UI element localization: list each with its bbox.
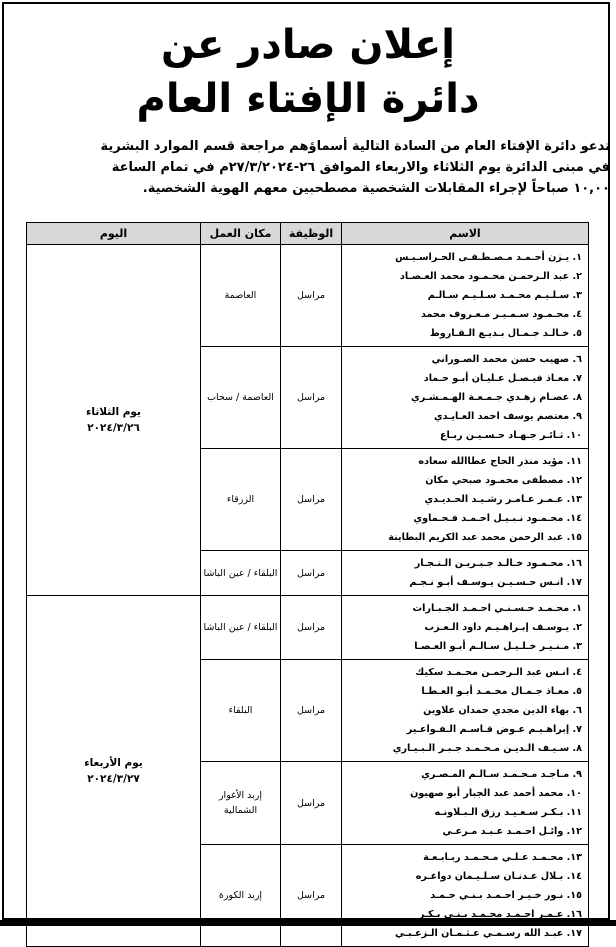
day-cell-wednesday (27, 596, 201, 947)
name-entry: ١٢. وائـل احـمـد عـبـد مـرعـي (442, 826, 582, 837)
name-entry: ٢. يـوسـف إبـراهـيـم داود الـعـزب (424, 622, 582, 633)
intro-line: تدعو دائرة الإفتاء العام من السادة التالية أسماؤهم مراجعة قسم الموارد البشرية (100, 139, 610, 154)
name-entry: ٦. بهاء الدين مجدي حمدان علاوين (423, 705, 582, 716)
name-entry: ٣. مـنـيـر خـلـيـل سـالـم أبـو العـصـا (414, 641, 582, 652)
place-cell: إربد الكورة (201, 845, 281, 947)
name-entry: ٤. انـس عبد الـرحمـن محـمـد سكيك (415, 667, 582, 678)
header-day: اليوم (27, 223, 201, 245)
role-cell: مراسل (281, 551, 342, 596)
name-entry: ٩. مـاجـد مـحـمـد سـالـم المـصـري (421, 769, 582, 780)
name-entry: ١٦. محـمـود خـالـد جـبـريـن الـنـجـار (414, 558, 582, 569)
ad-title-line1: إعلان صادر عن (161, 22, 455, 68)
intro-paragraph (6, 136, 610, 199)
role-cell: مراسل (281, 762, 342, 845)
name-entry: ١٥. عبد الرحمن محمد عبد الكريم البطاينة (388, 532, 582, 543)
name-entry: ١٢. مصطفى محمـود صبحي مكان (425, 475, 582, 486)
name-entry: ١٧. عبـد الله رسـمـي عـثـمـان الـزعـبـي (394, 928, 582, 939)
ad-title-line2: دائرة الإفتاء العام (136, 76, 480, 122)
name-entry: ٩. معتصم يوسف احمد العـايـدي (433, 411, 582, 422)
day-cell-tuesday (27, 245, 201, 596)
bottom-rule (0, 920, 616, 926)
name-entry: ١٠. محمد أحمد عبد الجبار أبو صهيون (410, 788, 582, 799)
name-entry: ١١. مؤيد منذر الحاج عطاالله سعاده (418, 456, 582, 467)
name-entry: ٥. معـاذ جـمـال محـمـد أبـو العـطـا (421, 686, 582, 697)
header-name: الاسم (342, 223, 589, 245)
name-entry: ٣. سـلـيـم محـمـد سـلـيـم سـالـم (427, 290, 582, 301)
name-entry: ١. يـزن أحـمـد مـصـطـفـى الحـراسـيـس (395, 252, 582, 263)
role-cell: مراسل (281, 245, 342, 347)
role-cell: مراسل (281, 347, 342, 449)
place-cell: البلقاء (201, 660, 281, 762)
candidates-table (26, 222, 589, 947)
names-cell (342, 551, 589, 596)
header-place: مكان العمل (201, 223, 281, 245)
day-date: ٢٠٢٤/٣/٢٦ (87, 422, 140, 434)
role-cell: مراسل (281, 449, 342, 551)
intro-line: ١٠,٠٠ صباحاً لإجراء المقابلات الشخصية مصطحبين معهم الهوية الشخصية. (142, 181, 610, 196)
names-cell (342, 762, 589, 845)
name-entry: ٨. عصـام زهـدي جـمـعـة الهـمـشـري (410, 392, 582, 403)
names-cell (342, 660, 589, 762)
place-cell: العاصمة (201, 245, 281, 347)
role-cell: مراسل (281, 845, 342, 947)
name-entry: ١. محـمـد حـسـنـي احـمـد الجـبـارات (412, 603, 582, 614)
name-entry: ١١. بـكـر سـعـيـد رزق الـبـلاونـه (434, 807, 582, 818)
name-entry: ١٣. عـمـر عـامـر رشـيـد الحـديـدي (424, 494, 582, 505)
place-cell: العاصمة / سحاب (201, 347, 281, 449)
name-entry: ٦. صهيب حسن محمد الصـوراني (431, 354, 582, 365)
name-entry: ٨. سـيـف الـديـن مـحـمـد جـبـر الـبـيـاري (392, 743, 582, 754)
name-entry: ١٦. عـمـر احـمـد محـمـد بـنـي بـكـر (418, 909, 582, 920)
intro-line: في مبنى الدائرة يوم الثلاثاء والاربعاء الموافق ٢٦-٢٧/٣/٢٠٢٤م في تمام الساعة (111, 160, 610, 175)
place-cell: البلقاء / عين الباشا (201, 596, 281, 660)
header-role: الوظيفة (281, 223, 342, 245)
name-entry: ١٤. محـمـود نـبـيـل احـمـد فـحـماوي (413, 513, 582, 524)
name-entry: ٥. خـالـد جـمـال بـديـع الـقـاروط (429, 328, 582, 339)
name-entry: ٢. عبد الـرحمـن محـمـود محمد العـصـاد (399, 271, 582, 282)
place-cell: الزرقاء (201, 449, 281, 551)
name-entry: ١٤. بـلال عـدنـان سـلـيـمان دواغـره (415, 871, 582, 882)
names-cell (342, 845, 589, 947)
name-entry: ١٠. ثـائـر جـهـاد حـسـيـن ربـاع (439, 430, 582, 441)
name-entry: ٧. معـاذ فيـصـل عـليـان أبـو حـماد (423, 373, 582, 384)
name-entry: ١٣. محـمـد عـلـي مـحـمـد ربـابـعـة (423, 852, 582, 863)
day-date: ٢٠٢٤/٣/٢٧ (87, 773, 140, 785)
names-cell (342, 449, 589, 551)
names-cell (342, 347, 589, 449)
name-entry: ٧. إبراهـيـم عـوض قـاسـم الـفـواعـير (406, 724, 582, 735)
day-label: يوم الثلاثاء (86, 406, 141, 418)
names-cell (342, 596, 589, 660)
name-entry: ٤. محـمـود سـمـيـر مـعـروف محمد (420, 309, 582, 320)
place-cell: إربد الأغوار الشمالية (201, 762, 281, 845)
role-cell: مراسل (281, 660, 342, 762)
name-entry: ١٥. نـور خـيـر احـمـد بـنـي حـمـد (430, 890, 582, 901)
table-row (27, 596, 589, 660)
name-entry: ١٧. انـس حـسـيـن يـوسـف أبـو نـجـم (409, 577, 582, 588)
names-cell (342, 245, 589, 347)
role-cell: مراسل (281, 596, 342, 660)
day-label: يوم الأربعاء (84, 757, 143, 769)
place-cell: البلقاء / عين الباشا (201, 551, 281, 596)
table-header-row (27, 223, 589, 245)
table-row (27, 245, 589, 347)
